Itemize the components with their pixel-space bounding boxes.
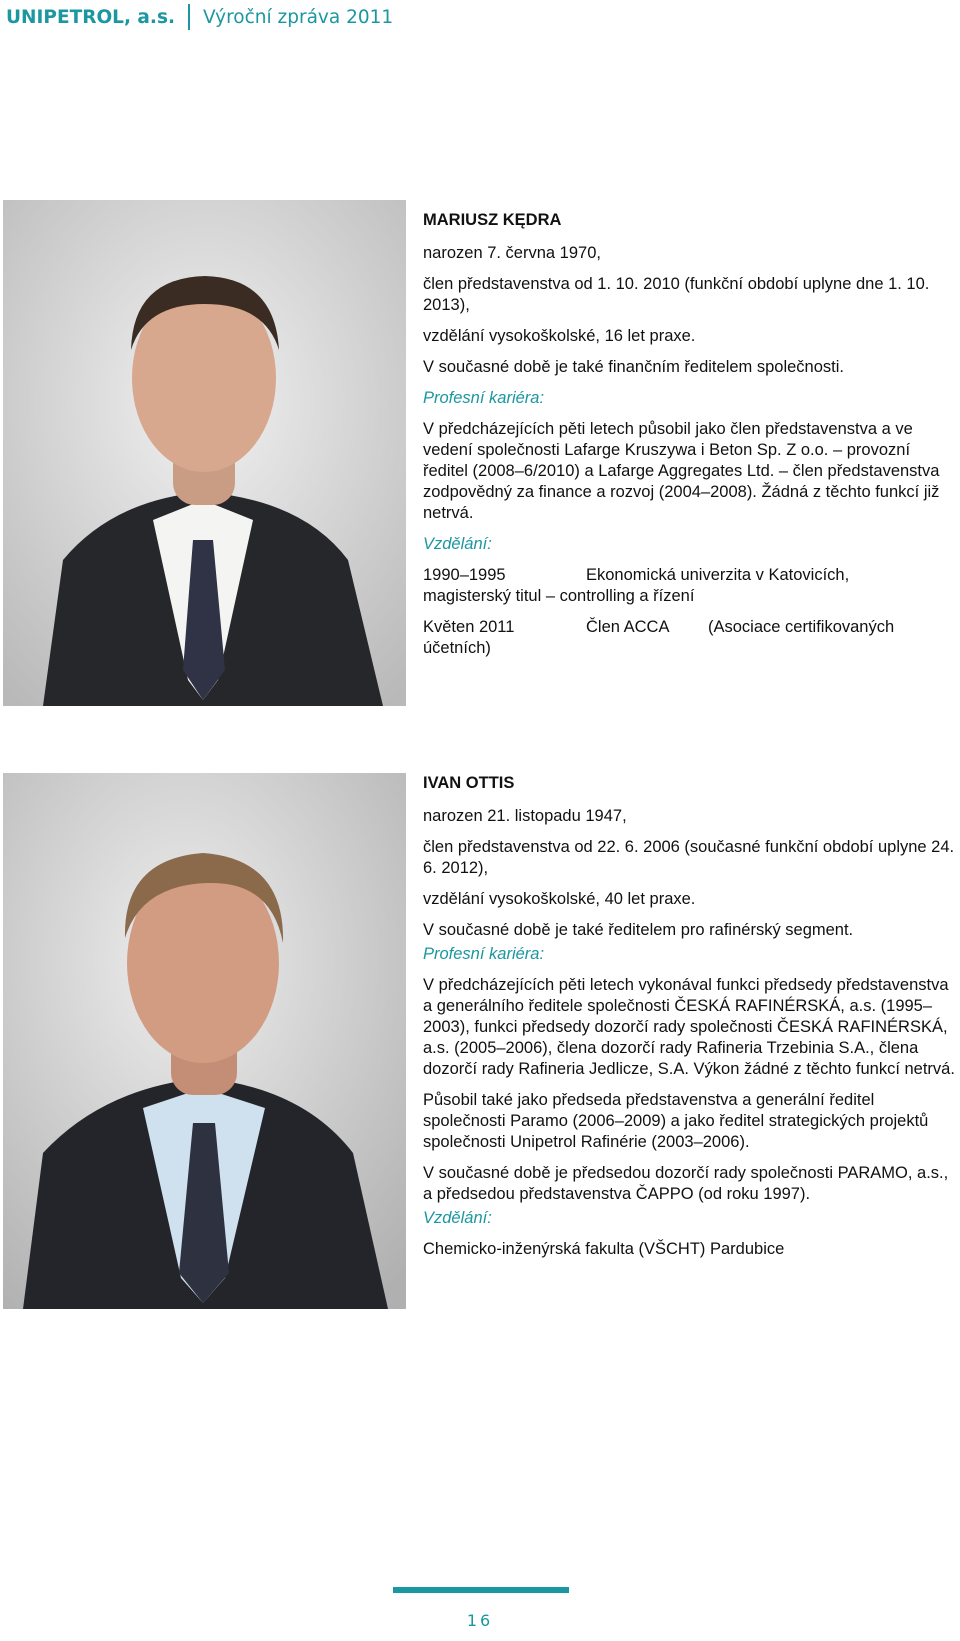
current-position: V současné době je také ředitelem pro rafinérský segment. (423, 921, 854, 939)
birth-date: narozen 7. června 1970, (423, 244, 601, 262)
education-school: Ekonomická univerzita v Katovicích, (586, 566, 850, 584)
career-text-3: V současné době je předsedou dozorčí rady společnosti PARAMO, a.s., a předsedou představenstva ČAPPO (od roku 1997). (423, 1164, 949, 1203)
current-position: V současné době je také finančním ředitelem společnosti. (423, 358, 844, 376)
birth-date: narozen 21. listopadu 1947, (423, 807, 627, 825)
board-membership: člen představenstva od 1. 10. 2010 (funkční období uplyne dne 1. 10. 2013), (423, 275, 930, 314)
page-number: 16 (466, 1611, 494, 1630)
bio-mariusz-kedra (423, 210, 959, 669)
portrait-photo-ivan-ottis (3, 773, 406, 1309)
career-text: V předcházejících pěti letech působil jako člen představenstva a ve vedení společnosti Lafarge Kruszywa i Beton Sp. Z o.o. – provozní ředitel (2008–6/2010) a Lafarge Aggregates Ltd. – člen představenstva zodpovědný za finance a rozvoj (2004–2008). Žádná z těchto funkcí již netrvá. (423, 420, 940, 522)
education-heading: Vzdělání: (423, 1209, 492, 1227)
footer-accent-bar (393, 1587, 569, 1593)
report-title: Výroční zpráva 2011 (202, 6, 394, 28)
education-summary: vzdělání vysokoškolské, 40 let praxe. (423, 890, 696, 908)
person-name: MARIUSZ KĘDRA (423, 211, 562, 229)
company-name: UNIPETROL, a.s. (6, 6, 175, 28)
career-text: V předcházejících pěti letech vykonával funkci předsedy představenstva a generálního ředitele společnosti ČESKÁ RAFINÉRSKÁ, a.s. (1995–2003), funkci předsedy dozorčí rady společnosti ČESKÁ RAFINÉRSKÁ, a.s. (2005–2006), člena dozorčí rady Rafineria Trzebinia S.A., člena dozorčí rady Rafineria Jedlicze, S.A. Výkon žádné z těchto funkcí netrvá. (423, 976, 955, 1078)
certification-entry (423, 617, 959, 638)
education-heading: Vzdělání: (423, 535, 492, 553)
report-header (6, 2, 393, 32)
person-name: IVAN OTTIS (423, 774, 515, 792)
career-text-2: Působil také jako předseda představenstva a generální ředitel společnosti Paramo (2006–2009) a jako ředitel strategických projektů společnosti Unipetrol Rafinérie (2003–2006). (423, 1091, 929, 1151)
bio-ivan-ottis (423, 773, 959, 1270)
certification-title: Člen ACCA (586, 618, 670, 636)
certification-desc: (Asociace certifikovaných (708, 618, 895, 636)
education-period: 1990–1995 (423, 566, 506, 584)
portrait-photo-mariusz-kedra (3, 200, 406, 706)
career-heading: Profesní kariéra: (423, 945, 545, 963)
education-entry (423, 565, 959, 586)
board-membership: člen představenstva od 22. 6. 2006 (současné funkční období uplyne 24. 6. 2012), (423, 838, 955, 877)
career-heading: Profesní kariéra: (423, 389, 545, 407)
header-divider (188, 4, 190, 30)
education-entry: Chemicko-inženýrská fakulta (VŠCHT) Pardubice (423, 1240, 785, 1258)
education-degree: magisterský titul – controlling a řízení (423, 587, 695, 605)
certification-date: Květen 2011 (423, 618, 515, 636)
certification-desc-cont: účetních) (423, 639, 491, 657)
education-summary: vzdělání vysokoškolské, 16 let praxe. (423, 327, 696, 345)
